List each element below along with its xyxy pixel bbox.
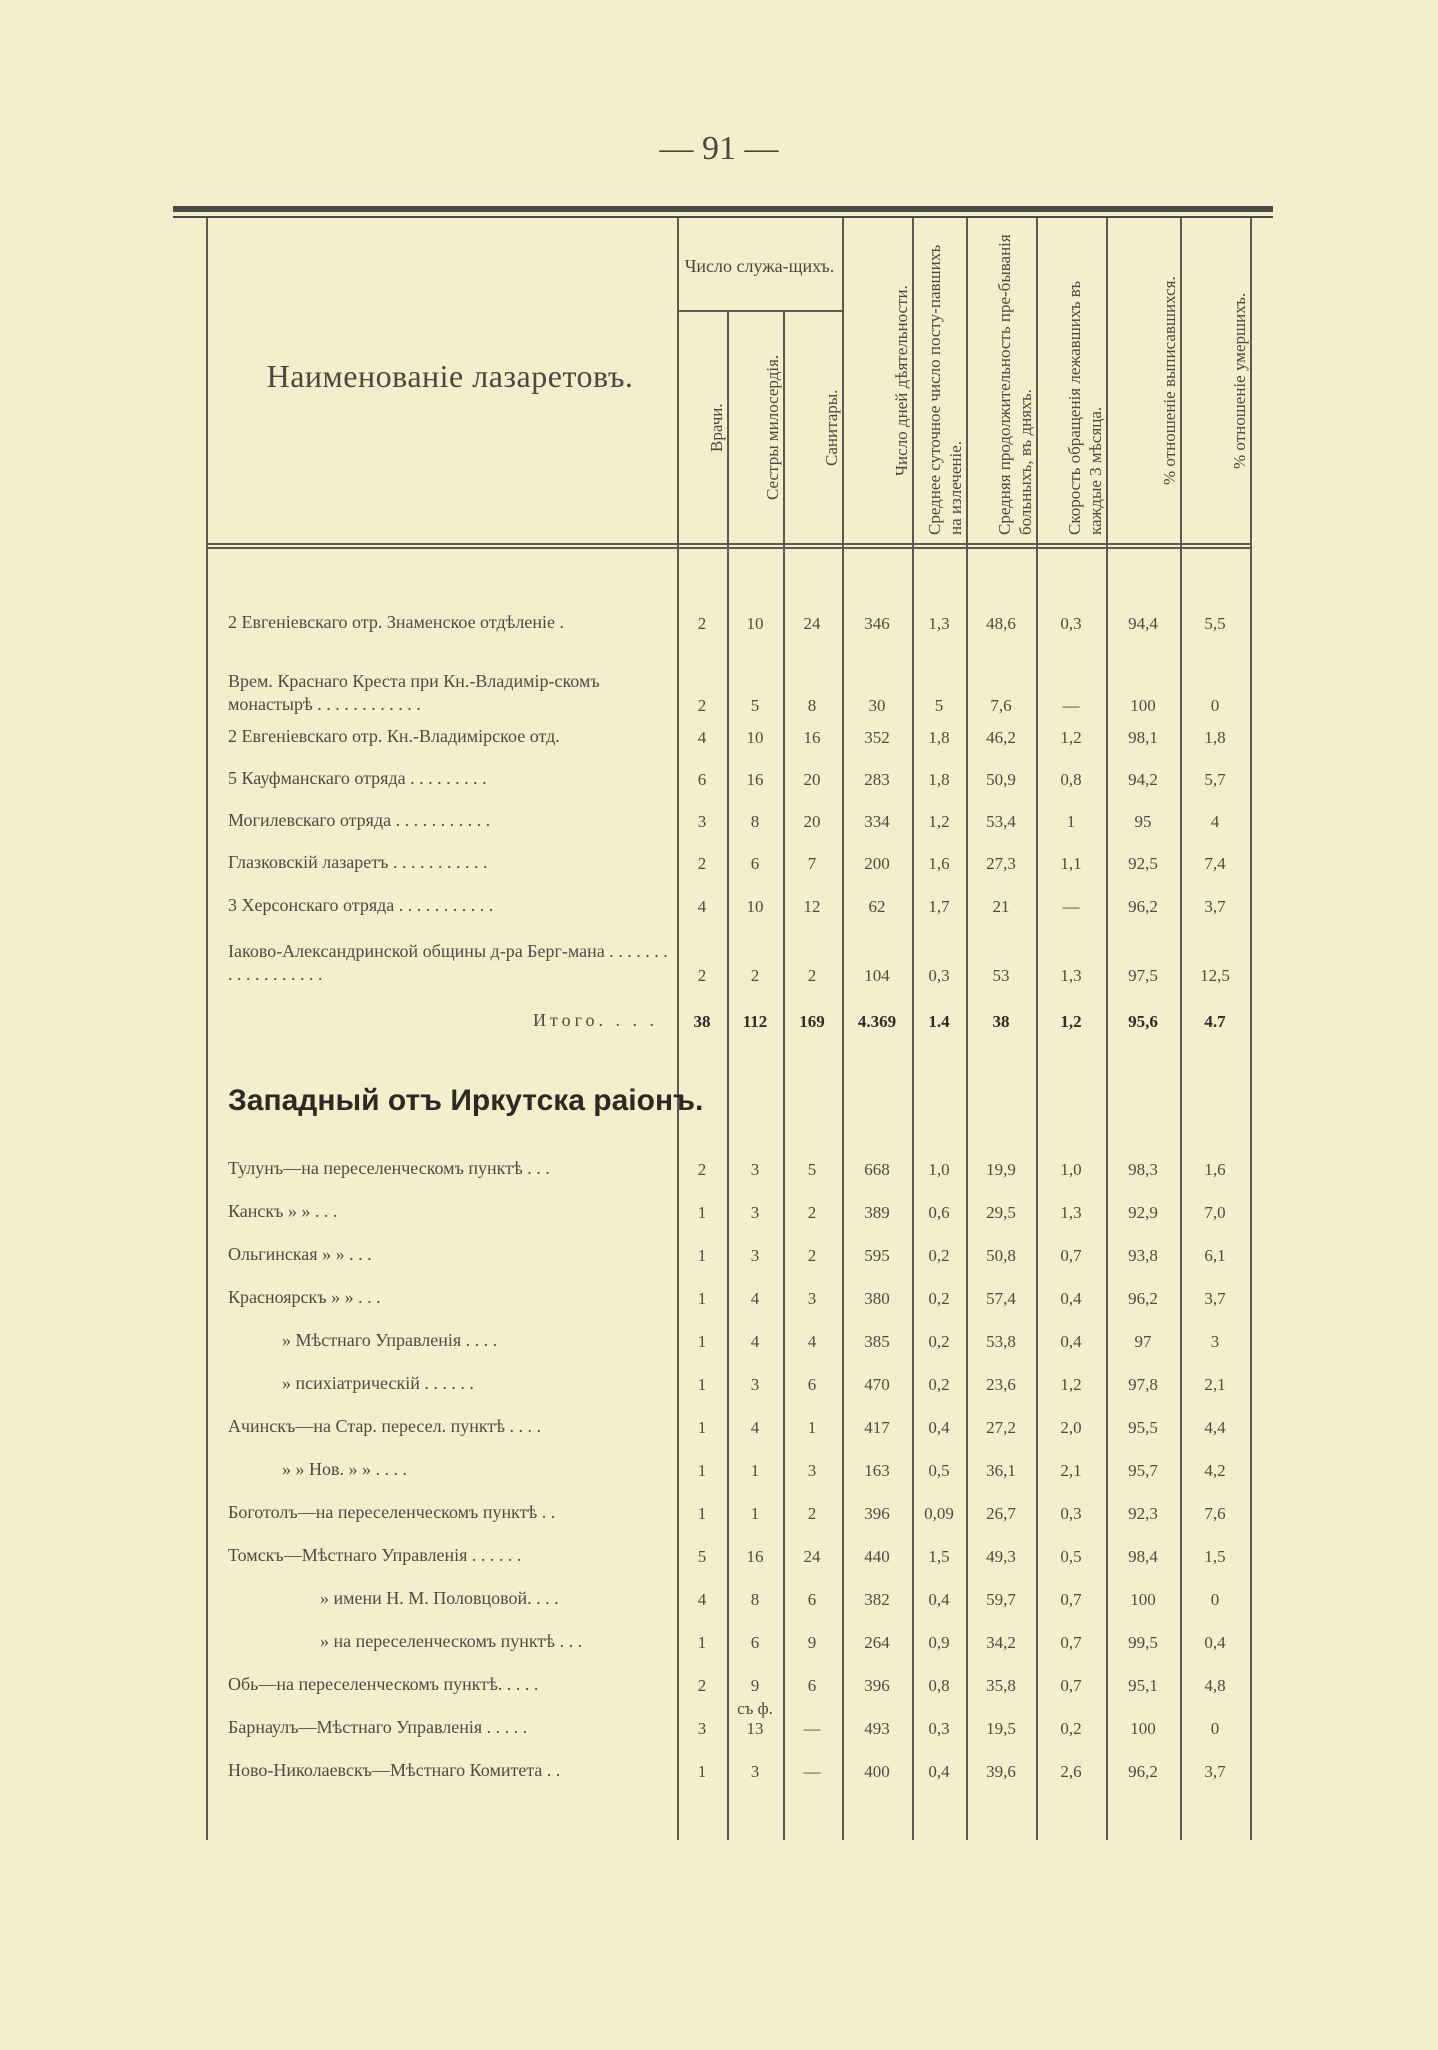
cell-col-3: 9 <box>807 1633 817 1652</box>
cell-col-3: 5 <box>807 1160 817 1179</box>
cell-col-3: 3 <box>807 1289 817 1308</box>
col-header-died <box>1180 226 1250 535</box>
row-name: » психіатрическій . . . . . . <box>282 1373 474 1393</box>
cell-col-2: 16 <box>746 1547 764 1566</box>
cell-col-7: 0,5 <box>1060 1547 1082 1566</box>
cell-col-1: 1 <box>697 1461 707 1480</box>
row-name: 2 Евгеніевскаго отр. Знаменское отдѣленіе . <box>228 612 564 632</box>
cell-col-4: 382 <box>864 1590 890 1609</box>
cell-col-2: 5 <box>750 696 760 715</box>
table-row <box>0 712 1438 752</box>
cell-col-5: 1,2 <box>928 812 950 831</box>
name-column-header: Наименованіе лазаретовъ. <box>266 358 634 394</box>
page-number: — 91 — <box>659 130 779 167</box>
cell-col-3: 4 <box>807 1332 817 1351</box>
row-name: Обь—на переселенческомъ пунктѣ. . . . . <box>228 1674 539 1694</box>
cell-col-2: 3 <box>750 1246 760 1265</box>
cell-col-5: 1,5 <box>928 1547 950 1566</box>
cell-col-8: 95,5 <box>1128 1418 1158 1437</box>
cell-col-7: 0,4 <box>1060 1289 1082 1308</box>
cell-col-9: 4,2 <box>1204 1461 1226 1480</box>
cell-col-6: 26,7 <box>986 1504 1016 1523</box>
cell-col-6: 49,3 <box>986 1547 1016 1566</box>
cell-col-4: 385 <box>864 1332 890 1351</box>
table-row <box>0 1187 1438 1227</box>
cell-col-5: 0,2 <box>928 1246 950 1265</box>
row-name: 2 Евгеніевскаго отр. Кн.-Владимірское отд. <box>228 726 560 746</box>
cell-col-3: 12 <box>803 897 821 916</box>
cell-col-7: 1,3 <box>1060 1203 1082 1222</box>
cell-col-2: съ ф. 13 <box>737 1699 773 1738</box>
cell-col-8: 95,6 <box>1128 1012 1158 1031</box>
row-name: Красноярскъ » » . . . <box>228 1287 381 1307</box>
cell-col-8: 95 <box>1134 812 1152 831</box>
row-name: Итого. . . . <box>532 1010 658 1030</box>
cell-col-6: 46,2 <box>986 728 1016 747</box>
staff-group-header <box>677 216 842 316</box>
cell-col-9: 1,8 <box>1204 728 1226 747</box>
cell-col-8: 97 <box>1134 1332 1152 1351</box>
cell-col-6: 29,5 <box>986 1203 1016 1222</box>
cell-col-3: 20 <box>803 812 821 831</box>
cell-col-7: 0,7 <box>1060 1676 1082 1695</box>
cell-col-6: 19,9 <box>986 1160 1016 1179</box>
col-header-turnover <box>1036 226 1106 535</box>
cell-col-2: 8 <box>750 1590 760 1609</box>
cell-col-6: 50,8 <box>986 1246 1016 1265</box>
cell-col-8: 95,1 <box>1128 1676 1158 1695</box>
cell-col-7: 0,3 <box>1060 1504 1082 1523</box>
cell-col-6: 53,4 <box>986 812 1016 831</box>
cell-col-3: 2 <box>807 966 817 985</box>
cell-col-1: 1 <box>697 1375 707 1394</box>
cell-col-8: 92,3 <box>1128 1504 1158 1523</box>
table-row <box>0 1445 1438 1485</box>
cell-col-6: 7,6 <box>990 696 1012 715</box>
cell-col-8: 98,4 <box>1128 1547 1158 1566</box>
cell-col-6: 27,2 <box>986 1418 1016 1437</box>
cell-col-6: 36,1 <box>986 1461 1016 1480</box>
cell-col-1: 2 <box>697 1676 707 1695</box>
table-row <box>0 1359 1438 1399</box>
cell-col-4: 493 <box>864 1719 890 1738</box>
cell-col-4: 400 <box>864 1762 890 1781</box>
cell-col-6: 34,2 <box>986 1633 1016 1652</box>
cell-col-5: 0,3 <box>928 1719 950 1738</box>
col-header-orderlies-label: Санитары. <box>822 389 841 466</box>
cell-col-1: 1 <box>697 1504 707 1523</box>
cell-col-8: 96,2 <box>1128 1762 1158 1781</box>
row-name: Іаково-Александринской общины д-ра Берг-мана . . . . . . . . . . . . . . . . . . <box>228 941 668 984</box>
cell-col-1: 4 <box>697 728 707 747</box>
cell-col-2: 16 <box>746 770 764 789</box>
cell-col-4: 62 <box>868 897 886 916</box>
col-header-orderlies <box>783 320 842 535</box>
cell-col-3: — <box>803 1762 821 1781</box>
cell-col-9: 4,4 <box>1204 1418 1226 1437</box>
cell-col-3: 24 <box>803 1547 821 1566</box>
table-row <box>0 1531 1438 1571</box>
col-header-discharged-label: % отношеніе выписавшихся. <box>1160 276 1179 485</box>
cell-col-6: 53 <box>992 966 1010 985</box>
cell-col-1: 6 <box>697 770 707 789</box>
cell-col-9: 7,6 <box>1204 1504 1226 1523</box>
cell-col-5: 1,8 <box>928 770 950 789</box>
cell-col-2: 1 <box>750 1504 760 1523</box>
cell-col-3: — <box>803 1719 821 1738</box>
cell-col-4: 264 <box>864 1633 890 1652</box>
cell-col-7: 1,0 <box>1060 1160 1082 1179</box>
cell-col-2: 6 <box>750 1633 760 1652</box>
cell-col-5: 0,4 <box>928 1418 950 1437</box>
cell-col-5: 0,2 <box>928 1375 950 1394</box>
cell-col-9: 3 <box>1210 1332 1220 1351</box>
cell-col-8: 96,2 <box>1128 1289 1158 1308</box>
table-row <box>0 796 1438 836</box>
cell-col-1: 1 <box>697 1418 707 1437</box>
col-header-avg-daily <box>912 226 966 535</box>
cell-col-8: 94,4 <box>1128 614 1158 633</box>
cell-col-7: — <box>1062 696 1080 715</box>
cell-col-1: 4 <box>697 897 707 916</box>
table-row <box>0 1230 1438 1270</box>
cell-col-4: 396 <box>864 1504 890 1523</box>
cell-col-4: 30 <box>868 696 886 715</box>
cell-col-3: 7 <box>807 854 817 873</box>
cell-col-7: 0,7 <box>1060 1246 1082 1265</box>
cell-col-1: 2 <box>697 696 707 715</box>
cell-col-7: 1,2 <box>1060 1375 1082 1394</box>
table-row <box>0 660 1438 720</box>
table-row <box>0 1574 1438 1614</box>
cell-col-6: 19,5 <box>986 1719 1016 1738</box>
cell-col-6: 59,7 <box>986 1590 1016 1609</box>
cell-col-3: 20 <box>803 770 821 789</box>
cell-col-6: 57,4 <box>986 1289 1016 1308</box>
cell-col-2: 10 <box>746 614 764 633</box>
cell-col-5: 0,4 <box>928 1762 950 1781</box>
cell-col-2: 3 <box>750 1160 760 1179</box>
cell-col-4: 389 <box>864 1203 890 1222</box>
row-name: Ново-Николаевскъ—Мѣстнаго Комитета . . <box>228 1760 561 1780</box>
cell-col-8: 98,1 <box>1128 728 1158 747</box>
cell-col-7: 1 <box>1066 812 1076 831</box>
cell-col-1: 2 <box>697 854 707 873</box>
table-row <box>0 1273 1438 1313</box>
cell-col-2: 2 <box>750 966 760 985</box>
cell-col-2: 9 <box>750 1676 760 1695</box>
cell-col-6: 38 <box>992 1012 1010 1031</box>
cell-col-1: 2 <box>697 1160 707 1179</box>
cell-col-4: 352 <box>864 728 890 747</box>
cell-col-5: 1,6 <box>928 854 950 873</box>
cell-col-5: 0,4 <box>928 1590 950 1609</box>
cell-col-5: 1.4 <box>928 1012 950 1031</box>
cell-col-7: 0,3 <box>1060 614 1082 633</box>
cell-col-9: 4.7 <box>1204 1012 1226 1031</box>
col-header-days <box>842 226 912 535</box>
row-name: » имени Н. М. Половцовой. . . . <box>320 1588 559 1608</box>
cell-col-6: 39,6 <box>986 1762 1016 1781</box>
cell-col-8: 92,9 <box>1128 1203 1158 1222</box>
cell-col-5: 0,6 <box>928 1203 950 1222</box>
table-row <box>0 1488 1438 1528</box>
cell-col-9: 12,5 <box>1200 966 1230 985</box>
row-name: Ольгинская » » . . . <box>228 1244 372 1264</box>
cell-col-7: 0,7 <box>1060 1633 1082 1652</box>
cell-col-3: 6 <box>807 1375 817 1394</box>
cell-col-1: 1 <box>697 1633 707 1652</box>
cell-col-3: 6 <box>807 1590 817 1609</box>
cell-col-1: 1 <box>697 1762 707 1781</box>
cell-col-7: 0,2 <box>1060 1719 1082 1738</box>
cell-col-5: 1,7 <box>928 897 950 916</box>
cell-col-8: 93,8 <box>1128 1246 1158 1265</box>
cell-col-5: 0,8 <box>928 1676 950 1695</box>
cell-col-9: 0 <box>1210 1719 1220 1738</box>
cell-col-8: 92,5 <box>1128 854 1158 873</box>
cell-col-5: 1,3 <box>928 614 950 633</box>
cell-col-1: 4 <box>697 1590 707 1609</box>
cell-col-4: 668 <box>864 1160 890 1179</box>
staff-group-label: Число служа-щихъ. <box>684 256 835 276</box>
cell-col-8: 100 <box>1130 1590 1156 1609</box>
cell-col-7: — <box>1062 897 1080 916</box>
row-name: Канскъ » » . . . <box>228 1201 338 1221</box>
row-name: Барнаулъ—Мѣстнаго Управленія . . . . . <box>228 1717 528 1737</box>
cell-col-9: 4,8 <box>1204 1676 1226 1695</box>
cell-col-2: 112 <box>742 1012 768 1031</box>
cell-col-9: 1,6 <box>1204 1160 1226 1179</box>
cell-col-7: 1,2 <box>1060 1012 1082 1031</box>
cell-col-5: 0,09 <box>924 1504 954 1523</box>
cell-col-6: 23,6 <box>986 1375 1016 1394</box>
row-name: Глазковскій лазаретъ . . . . . . . . . . . <box>228 852 488 872</box>
cell-col-1: 3 <box>697 1719 707 1738</box>
top-rule-thick <box>173 206 1273 212</box>
cell-col-8: 99,5 <box>1128 1633 1158 1652</box>
cell-col-4: 396 <box>864 1676 890 1695</box>
cell-col-8: 97,5 <box>1128 966 1158 985</box>
cell-col-3: 3 <box>807 1461 817 1480</box>
cell-col-8: 98,3 <box>1128 1160 1158 1179</box>
cell-col-1: 1 <box>697 1289 707 1308</box>
col-header-avg-daily-label: Среднее суточное число посту-павшихъ на излеченіе. <box>925 244 965 535</box>
cell-col-9: 4 <box>1210 812 1220 831</box>
cell-col-4: 163 <box>864 1461 890 1480</box>
cell-col-9: 7,4 <box>1204 854 1226 873</box>
cell-col-4: 334 <box>864 812 890 831</box>
row-name: 3 Херсонскаго отряда . . . . . . . . . . . <box>228 895 494 915</box>
row-name: » Мѣстнаго Управленія . . . . <box>282 1330 498 1350</box>
cell-col-4: 4.369 <box>857 1012 897 1031</box>
table-row <box>0 598 1438 638</box>
header-bottom-line <box>206 543 1252 545</box>
cell-col-4: 380 <box>864 1289 890 1308</box>
cell-col-6: 48,6 <box>986 614 1016 633</box>
cell-col-4: 595 <box>864 1246 890 1265</box>
col-header-nurses <box>727 320 783 535</box>
table-row <box>0 1402 1438 1442</box>
row-name: Томскъ—Мѣстнаго Управленія . . . . . . <box>228 1545 522 1565</box>
row-name: » » Нов. » » . . . . <box>282 1459 407 1479</box>
section-2-title: Западный отъ Иркутска раіонъ. <box>228 1084 704 1117</box>
col-header-doctors <box>677 320 727 535</box>
cell-col-2: 10 <box>746 728 764 747</box>
col-header-avg-stay <box>966 226 1036 535</box>
cell-col-7: 1,3 <box>1060 966 1082 985</box>
cell-col-5: 0,5 <box>928 1461 950 1480</box>
cell-col-6: 53,8 <box>986 1332 1016 1351</box>
cell-col-1: 1 <box>697 1246 707 1265</box>
cell-col-8: 96,2 <box>1128 897 1158 916</box>
cell-col-9: 3,7 <box>1204 1762 1226 1781</box>
cell-col-5: 1,8 <box>928 728 950 747</box>
table-row <box>0 930 1438 990</box>
table-row <box>0 1746 1438 1786</box>
col-header-days-label: Число дней дѣятельности. <box>892 285 911 476</box>
cell-col-3: 2 <box>807 1504 817 1523</box>
row-name: Врем. Краснаго Креста при Кн.-Владимір-скомъ монастырѣ . . . . . . . . . . . . <box>228 671 600 714</box>
cell-col-9: 0,4 <box>1204 1633 1226 1652</box>
cell-col-7: 1,1 <box>1060 854 1082 873</box>
table-row <box>0 1144 1438 1184</box>
cell-col-1: 1 <box>697 1203 707 1222</box>
cell-col-5: 0,2 <box>928 1289 950 1308</box>
cell-col-9: 6,1 <box>1204 1246 1226 1265</box>
cell-col-4: 104 <box>864 966 890 985</box>
cell-col-3: 2 <box>807 1246 817 1265</box>
cell-col-8: 97,8 <box>1128 1375 1158 1394</box>
cell-col-5: 1,0 <box>928 1160 950 1179</box>
table-row <box>0 1660 1438 1700</box>
cell-col-2: 3 <box>750 1203 760 1222</box>
cell-col-6: 21 <box>992 897 1010 916</box>
cell-col-9: 5,7 <box>1204 770 1226 789</box>
cell-col-7: 2,6 <box>1060 1762 1082 1781</box>
col-header-turnover-label: Скорость обращенія лежавшихъ въ каждые 3 мѣсяца. <box>1065 280 1105 535</box>
row-name: Тулунъ—на переселенческомъ пунктѣ . . . <box>228 1158 550 1178</box>
cell-col-4: 470 <box>864 1375 890 1394</box>
cell-col-2: 3 <box>750 1762 760 1781</box>
cell-col-9: 0 <box>1210 1590 1220 1609</box>
cell-col-5: 0,9 <box>928 1633 950 1652</box>
cell-col-8: 94,2 <box>1128 770 1158 789</box>
cell-col-1: 2 <box>697 966 707 985</box>
cell-col-2: 3 <box>750 1375 760 1394</box>
cell-col-9: 5,5 <box>1204 614 1226 633</box>
row-name: Ачинскъ—на Стар. пересел. пунктѣ . . . . <box>228 1416 541 1436</box>
row-name: Боготолъ—на переселенческомъ пунктѣ . . <box>228 1502 556 1522</box>
cell-col-4: 417 <box>864 1418 890 1437</box>
col-header-doctors-label: Врачи. <box>707 403 726 452</box>
cell-col-9: 1,5 <box>1204 1547 1226 1566</box>
cell-col-2: 1 <box>750 1461 760 1480</box>
cell-col-1: 3 <box>697 812 707 831</box>
cell-col-7: 2,0 <box>1060 1418 1082 1437</box>
table-row <box>0 1699 1438 1743</box>
cell-col-7: 0,7 <box>1060 1590 1082 1609</box>
cell-col-7: 0,8 <box>1060 770 1082 789</box>
table-row <box>0 1617 1438 1657</box>
header-bottom-line-2 <box>206 547 1252 549</box>
cell-col-2: 8 <box>750 812 760 831</box>
cell-col-6: 35,8 <box>986 1676 1016 1695</box>
cell-col-8: 95,7 <box>1128 1461 1158 1480</box>
cell-col-3: 24 <box>803 614 821 633</box>
table-row <box>0 754 1438 794</box>
cell-col-2: 10 <box>746 897 764 916</box>
cell-col-2: 6 <box>750 854 760 873</box>
cell-col-1: 2 <box>697 614 707 633</box>
cell-col-7: 0,4 <box>1060 1332 1082 1351</box>
cell-col-3: 16 <box>803 728 821 747</box>
cell-col-2: 4 <box>750 1289 760 1308</box>
cell-col-1: 1 <box>697 1332 707 1351</box>
cell-col-7: 1,2 <box>1060 728 1082 747</box>
cell-col-3: 8 <box>807 696 817 715</box>
cell-col-8: 100 <box>1130 1719 1156 1738</box>
row-name: Могилевскаго отряда . . . . . . . . . . . <box>228 810 491 830</box>
cell-col-4: 200 <box>864 854 890 873</box>
cell-col-9: 2,1 <box>1204 1375 1226 1394</box>
cell-col-1: 5 <box>697 1547 707 1566</box>
cell-col-2: 4 <box>750 1418 760 1437</box>
cell-col-4: 346 <box>864 614 890 633</box>
cell-col-4: 440 <box>864 1547 890 1566</box>
col-header-avg-stay-label: Средняя продолжительность пре-быванія больныхъ, въ дняхъ. <box>995 234 1035 535</box>
cell-col-2: 4 <box>750 1332 760 1351</box>
cell-col-3: 6 <box>807 1676 817 1695</box>
cell-col-3: 2 <box>807 1203 817 1222</box>
cell-col-5: 0,3 <box>928 966 950 985</box>
table-row <box>0 838 1438 878</box>
cell-col-8: 100 <box>1130 696 1156 715</box>
cell-col-6: 50,9 <box>986 770 1016 789</box>
table-row <box>0 1316 1438 1356</box>
cell-col-7: 2,1 <box>1060 1461 1082 1480</box>
cell-col-3: 169 <box>799 1012 825 1031</box>
cell-col-4: 283 <box>864 770 890 789</box>
cell-col-5: 0,2 <box>928 1332 950 1351</box>
cell-col-9: 3,7 <box>1204 897 1226 916</box>
cell-col-6: 27,3 <box>986 854 1016 873</box>
total-row <box>0 996 1438 1036</box>
cell-col-3: 1 <box>807 1418 817 1437</box>
row-name: 5 Кауфманскаго отряда . . . . . . . . . <box>228 768 487 788</box>
cell-col-9: 3,7 <box>1204 1289 1226 1308</box>
cell-col-9: 0 <box>1210 696 1220 715</box>
cell-col-1: 38 <box>693 1012 711 1031</box>
col-header-nurses-label: Сестры милосердія. <box>763 354 782 501</box>
cell-col-5: 5 <box>934 696 944 715</box>
col-header-discharged <box>1106 226 1180 535</box>
table-row <box>0 881 1438 921</box>
cell-col-9: 7,0 <box>1204 1203 1226 1222</box>
row-name: » на переселенческомъ пунктѣ . . . <box>320 1631 583 1651</box>
col-header-died-label: % отношеніе умершихъ. <box>1230 292 1249 469</box>
